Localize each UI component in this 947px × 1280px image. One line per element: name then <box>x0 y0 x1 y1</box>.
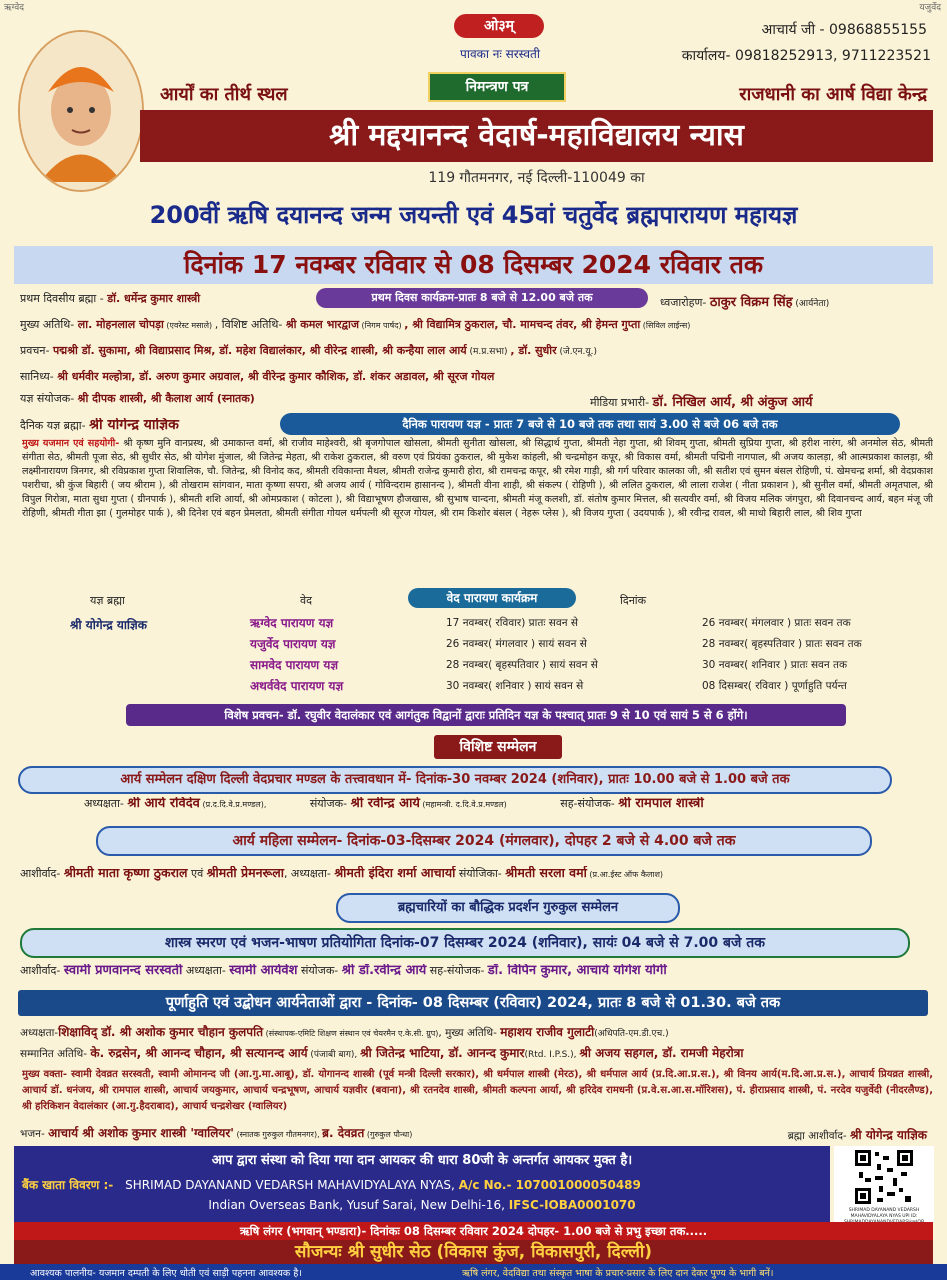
langar-note: ऋषि लंगर (भगवान् भण्डारा)- दिनांकः 08 दिसम्बर रविवार 2024 दोपहर- 1.00 बजे से प्रभु इच्छा तक..... <box>14 1222 933 1240</box>
table-row: ऋग्वेद पारायण यज्ञ 17 नवम्बर( रविवार) प्रातः सवन से 26 नवम्बर( मंगलवार ) प्रातः सवन तक <box>250 616 851 630</box>
first-day-pill: प्रथम दिवस कार्यक्रम-प्रातः 8 बजे से 12.00 बजे तक <box>316 288 648 308</box>
row-chief-guest: मुख्य अतिथि- ला. मोहनलाल चोपड़ा (एवरेस्ट मसाले) , विशिष्ट अतिथि- श्री कमल भारद्वाज (निगम पार्षद) , श्री विद्यामित्र ठुकराल, चौ. मामचन्द तंवर, श्री हेमन्त गुप्ता (सिविल लाईन्स) <box>20 318 691 331</box>
bank-branch: Indian Overseas Bank, Yusuf Sarai, New Delhi-16, IFSC-IOBA0001070 <box>208 1198 636 1212</box>
row-coordinator: यज्ञ संयोजक- श्री दीपक शास्त्री, श्री कैलाश आर्य (स्नातक) <box>20 392 255 405</box>
portrait-image <box>18 30 144 192</box>
row-lectures: प्रवचन- पद्मश्री डॉ. सुकामा, श्री विद्याप्रसाद मिश्र, डॉ. महेश विद्यालंकार, श्री वीरेन्द्र शास्त्री, श्री कन्हैया लाल आर्य (म.प्र.सभा) , डॉ. सुधीर (जे.एन.यू.) <box>20 344 597 357</box>
tax-note: आप द्वारा संस्था को दिया गया दान आयकर की धारा 80जी के अन्तर्गत आयकर मुक्त है। <box>211 1153 633 1168</box>
main-speakers: मुख्य वक्ता- स्वामी देवव्रत सरस्वती, स्वामी ओमानन्द जी (आ.गु.मा.आबू), डॉ. योगानन्द शास्त्री (पूर्व मन्त्री दिल्ली सरकार), श्री धर्मपाल शास्त्री (मेरठ), श्री धर्मपाल आर्य (प्र.दि.आ.प्र.स.), श्री विनय आर्य(म.दि.आ.प्र.स.), आचार्य प्रियव्रत शास्त्री, आचार्य डॉ. धनंजय, श्री रामपाल शास्त्री, आचार्य जयकुमार, आचार्य चन्द्रभूषण, आचार्य यज्ञवीर (बवाना), श्री रतनदेव शास्त्री, श्रीमती कल्पना आर्या, श्री हरिदेव रामधनी (प्र.वे.स.आ.स.मॉरिशस), पं. हीराप्रसाद शास्त्री, पं. नरदेव यजुर्वेदी (नीदरलैण्ड), श्री हरिकिशन वेदालंकार (आ.गु.हैदराबाद), आचार्य चन्द्रशेखर (ग्वालियर) <box>22 1069 933 1112</box>
om-badge: ओ३म् <box>454 14 544 38</box>
row-first-day: प्रथम दिवसीय ब्रह्मा - डॉ. धर्मेन्द्र कुमार शास्त्री <box>20 292 201 305</box>
address: 119 गौतमनगर, नई दिल्ली-110049 का <box>428 170 645 186</box>
purnahuti-president: अध्यक्षता-शिक्षाविद् डॉ. श्री अशोक कुमार चौहान कुलपति (संस्थापक-एमिटि शिक्षण संस्थान एवं चेयरमैन ए.के.सी. ग्रुप), मुख्य अतिथि- महाशय राजीव गुलाटी(अधिपति-एम.डी.एच.) <box>20 1025 669 1039</box>
sponsor-banner: सौजन्यः श्री सुधीर सेठ (विकास कुंज, विकासपुरी, दिल्ली) <box>14 1240 933 1264</box>
row-daily-brahma: दैनिक यज्ञ ब्रह्मा- श्री योगेन्द्र याज्ञिक <box>20 418 179 433</box>
gurukul-sammelan: ब्रह्मचारियों का बौद्धिक प्रदर्शन गुरुकुल सम्मेलन <box>336 893 680 923</box>
row-presence: सानिध्य- श्री धर्मवीर मल्होत्रा, डॉ. अरुण कुमार अग्रवाल, श्री वीरेन्द्र कुमार कौशिक, डॉ. शंकर अडावल, श्री सूरज गोयल <box>20 370 495 383</box>
corner-left-label: ऋग्वेद <box>4 3 24 13</box>
left-tagline: आर्यों का तीर्थ स्थल <box>160 84 288 105</box>
bank-details: बैंक खाता विवरण :- SHRIMAD DAYANAND VEDARSH MAHAVIDYALAYA NYAS, A/c No.- 107001000050489 <box>22 1178 641 1192</box>
right-tagline: राजधानी का आर्ष विद्या केन्द्र <box>739 84 927 105</box>
event-title: 200वीं ऋषि दयानन्द जन्म जयन्ती एवं 45वां चतुर्वेद ब्रह्मपारायण महायज्ञ <box>149 201 798 229</box>
ved-header-brahma: यज्ञ ब्रह्मा <box>90 594 125 607</box>
mahila-details: आशीर्वाद- श्रीमती माता कृष्णा ठुकराल एवं श्रीमती प्रेमनरूला, अध्यक्षता- श्रीमती इंदिरा शर्मा आचार्या संयोजिका- श्रीमती सरला वर्मा (प्र.आ.ईस्ट ऑफ कैलाश) <box>20 866 664 880</box>
table-row: यजुर्वेद पारायण यज्ञ 26 नवम्बर( मंगलवार ) सायं सवन से 28 नवम्बर( बृहस्पतिवार ) प्रातः सवन तक <box>250 637 862 651</box>
brahma-blessing: ब्रह्मा आशीर्वाद- श्री योगेन्द्र याज्ञिक <box>787 1128 927 1142</box>
qr-caption: SHRIMAD DAYANAND VEDARSH MAHAVIDYALAYA NYAS UPI ID: <box>848 1208 920 1219</box>
yajman-paragraph: मुख्य यजमान एवं सहयोगी- श्री कृष्ण मुनि वानप्रस्थ, श्री उमाकान्त वर्मा, श्री राजीव माहेश्वरी, श्री बृजगोपाल खोसला, श्रीमती सुनीता खोसला, श्री सिद्धार्थ गुप्ता, श्रीमती नेहा गुप्ता, श्री शिवम् गुप्ता, श्रीमती सुप्रिया गुप्ता, श्री हरीश नारंग, श्री अनमोल सेठ, श्रीमती संगीता सेठ, श्रीमती पूजा सेठ, श्री सुधीर सेठ, श्री योगेश मुंजाल, श्री जितेन्द्र मेहता, श्री राकेश ठुकराल, श्री वरुण एवं प्रियंका ठुकराल, श्री मुकेश कांहली, श्री चन्द्रमोहन कपूर, श्री विकास वर्मा, श्रीमती पद्मिनी नागपाल, श्री अजय कालड़ा, श्री आत्मप्रकाश कालड़ा, श्री लक्ष्मीनारायण त्रिनगर, श्री रविप्रकाश गुप्ता शिवालिक, चौ. जितेन्द्र, श्री विनोद कद, श्रीमती रविकान्ता मैथल, श्रीमती राजेन्द्र कुमारी होरा, श्री रामचन्द्र कपूर, श्री रमेश गाड़ी, श्री गर्ग परिवार कालका जी, श्री सतीश एवं सुमन बंसल रोहिणी, पं. खेमचन्द्र शर्मा, श्री वेदप्रकाश पशरीचा, श्री कुंज बिहारी ( जय श्रीराम ), श्री तोखराम सांगवान, माता कृष्णा सपरा, श्री अजय आर्य ( गोविन्दराम हासानन्द ), श्रीमती वीना शाही, श्री संकल्प ( रोहिणी ), श्री ललित ठुकराल, श्री लाला राजेश ( नीता प्रकाशन ), श्री सुनील वर्मा, श्रीमती अमृतपाल, श्री विपुल गिरोत्रा, माता सुधा गुप्ता ( ग्रीनपार्क ), श्रीमती शशि आर्या, श्री ओमप्रकाश ( कोटला ), श्री विद्याभूषण हौजखास, श्री सुभाष चान्दना, श्रीमती मंजू कलशी, डॉ. संतोष कुमार मित्तल, श्री सत्यवीर वर्मा, श्री विजय मलिक जंगपुरा, श्री दिवानचन्द आर्य, बहन मंजू जी रोहिणी, श्रीमती गीता झा ( गुलमोहर पार्क ), श्री दिनेश एवं बहन प्रेमलता, श्रीमती संगीता गोयल धर्मपत्नी श्री सूरज गोयल, श्री राम किशोर बंसल ( नेहरू प्लेस ), श्री विजय गुप्ता ( उदयपार्क ), श्री रवीन्द्र रावल, श्री माधो बिहारी लाल, श्री शिव गुप्ता <box>22 438 933 520</box>
shastra-pill: शास्त्र स्मरण एवं भजन-भाषण प्रतियोगिता दिनांक-07 दिसम्बर 2024 (शनिवार), सायंः 04 बजे से 7.00 बजे तक <box>20 928 910 958</box>
shastra-details: आशीर्वाद- स्वामी प्रणवानन्द सरस्वती अध्यक्षता- स्वामी आर्यवेश संयोजक- श्री डॉ.रवीन्द्र आर्य सह-संयोजक- डॉ. विपिन कुमार, आचार्य योगेश योगी <box>20 964 667 978</box>
table-row: अथर्ववेद पारायण यज्ञ 30 नवम्बर( शनिवार ) सायं सवन से 08 दिसम्बर( रविवार ) पूर्णाहुति पर्यन्त <box>250 679 847 693</box>
contact-office: कार्यालय- 09818252913, 9711223521 <box>681 48 931 64</box>
invitation-badge: निमन्त्रण पत्र <box>428 72 566 102</box>
ved-header-date: दिनांक <box>620 594 647 607</box>
arya-sammelan-pill: आर्य सम्मेलन दक्षिण दिल्ली वेदप्रचार मण्डल के तत्त्वावधान में- दिनांक-30 नवम्बर 2024 (शनिवार), प्रातः 10.00 बजे से 1.00 बजे तक <box>18 766 892 794</box>
bhajan-row: भजन- आचार्य श्री अशोक कुमार शास्त्री 'ग्वालियर' (स्नातक गुरुकुल गौतमनगर), ब्र. देवव्रत (गुरुकुल पौन्धा) <box>20 1126 413 1140</box>
dates-banner: दिनांक 17 नवम्बर रविवार से 08 दिसम्बर 2024 रविवार तक <box>14 246 933 284</box>
qr-code <box>834 1146 934 1222</box>
media-incharge: मीडिया प्रभारी- डॉ. निखिल आर्य, श्री अंकुज आर्य <box>590 395 813 410</box>
footer-note-1: आवश्यक पालनीय- यजमान दम्पती के लिए धोती एवं साड़ी पहनना आवश्यक है। <box>30 1268 302 1279</box>
motto: पावका नः सरस्वती <box>460 47 540 61</box>
mahila-sammelan-pill: आर्य महिला सम्मेलन- दिनांक-03-दिसम्बर 2024 (मंगलवार), दोपहर 2 बजे से 4.00 बजे तक <box>96 826 872 856</box>
vishisht-sammelan: विशिष्ट सम्मेलन <box>434 735 562 759</box>
flag-hoisting: ध्वजारोहण- ठाकुर विक्रम सिंह (आर्यनेता) <box>660 295 830 310</box>
ved-schedule-table <box>250 612 862 696</box>
footer-note-2: ऋषि लंगर, वेदविद्या तथा संस्कृत भाषा के प्रचार-प्रसार के लिए दान देकर पुण्य के भागी बनें। <box>462 1268 774 1279</box>
table-row: सामवेद पारायण यज्ञ 28 नवम्बर( बृहस्पतिवार ) सायं सवन से 30 नवम्बर( शनिवार ) प्रातः सवन तक <box>250 658 848 672</box>
daily-yajna-pill: दैनिक पारायण यज्ञ - प्रातः 7 बजे से 10 बजे तक तथा सायं 3.00 से बजे 06 बजे तक <box>280 413 900 435</box>
corner-right-label: यजुर्वेद <box>919 3 941 13</box>
org-banner: श्री मद्दयानन्द वेदार्ष-महाविद्यालय न्यास <box>140 110 933 162</box>
purnahuti-pill: पूर्णाहुति एवं उद्बोधन आर्यनेताओं द्वारा - दिनांक- 08 दिसम्बर (रविवार) 2024, प्रातः 8 बजे से 01.30. बजे तक <box>18 990 928 1016</box>
special-lecture-banner: विशेष प्रवचन- डॉ. रघुवीर वेदालंकार एवं आगंतुक विद्वानों द्वाराः प्रतिदिन यज्ञ के पश्चात् प्रातः 9 से 10 एवं सायं 5 से 6 होंगे। <box>126 704 846 726</box>
contact-acharya: आचार्य जी - 09868855155 <box>761 22 927 38</box>
ved-brahma-name: श्री योगेन्द्र याज्ञिक <box>70 618 147 632</box>
ved-parayan-pill: वेद पारायण कार्यक्रम <box>408 588 576 608</box>
honored-guests: सम्मानित अतिथि- के. रुद्रसेन, श्री आनन्द चौहान, श्री सत्यानन्द आर्य (पंजाबी बाग), श्री जितेन्द्र भाटिया, डॉ. आनन्द कुमार(Rtd. I.P.S.), श्री अजय सहगल, डॉ. रामजी मेहरोत्रा <box>20 1046 744 1060</box>
arya-sammelan-details: अध्यक्षता- श्री आर्य रविदेव (प्र.द.दि.वे.प्र.मण्डल), संयोजक- श्री रवीन्द्र आर्य (महामन्त्री. द.दि.वे.प्र.मण्डल) सह-संयोजक- श्री रामपाल शास्त्री <box>84 797 704 811</box>
ved-header-ved: वेद <box>300 594 312 607</box>
